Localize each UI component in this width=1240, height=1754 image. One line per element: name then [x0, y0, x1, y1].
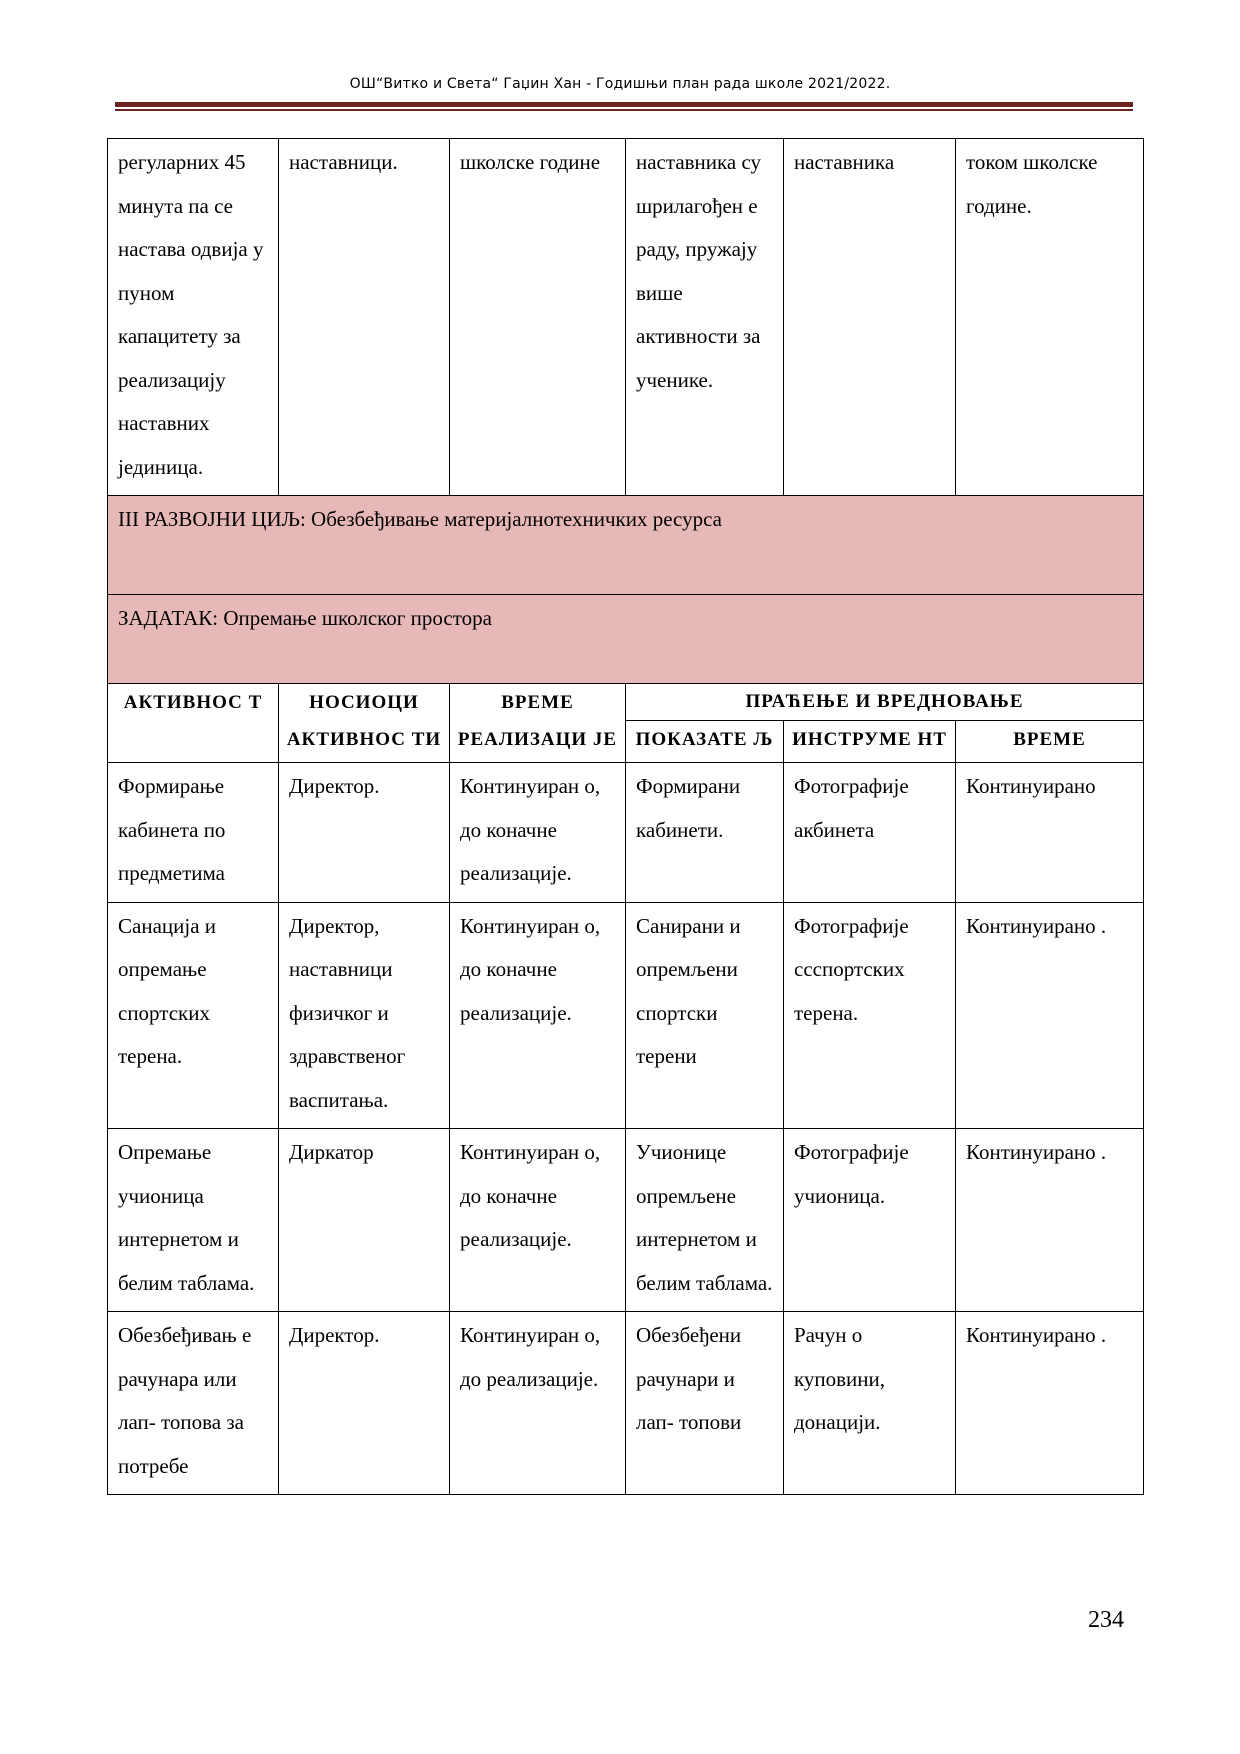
cell-activity: Опремање учионица интернетом и белим таблама. [108, 1129, 279, 1312]
cell-time: Континуиран о, до коначне реализације. [450, 1129, 626, 1312]
task-heading: ЗАДАТАК: Опремање школског простора [108, 595, 1144, 684]
cell-monitor-time: Континуирано [956, 763, 1144, 903]
col-header-time: ВРЕМЕ РЕАЛИЗАЦИ ЈЕ [450, 684, 626, 763]
cell-indicator: Формирани кабинети. [626, 763, 784, 903]
col-header-activity: АКТИВНОС Т [108, 684, 279, 763]
cell-activity: Обезбеђивањ е рачунара или лап- топова за потребе [108, 1312, 279, 1495]
table-row [108, 1129, 1144, 1312]
cell-monitor-time: Континуирано . [956, 902, 1144, 1129]
table-row [108, 1312, 1144, 1495]
cell-indicator: Учионице опремљене интернетом и белим таблама. [626, 1129, 784, 1312]
cell-instrument: Рачун о куповини, донацији. [784, 1312, 956, 1495]
header-rule [115, 102, 1133, 107]
cell-instrument: Фотографије акбинета [784, 763, 956, 903]
cell-carriers: наставници. [279, 139, 450, 496]
cell-indicator: Обезбеђени рачунари и лап- топови [626, 1312, 784, 1495]
cell-time: Континуиран о, до реализације. [450, 1312, 626, 1495]
table-row [108, 763, 1144, 903]
running-header: ОШ“Витко и Света“ Гаџин Хан - Годишњи план рада школе 2021/2022. [349, 76, 891, 92]
col-header-indicator: ПОКАЗАТЕ Љ [626, 721, 784, 763]
cell-monitor-time: Континуирано . [956, 1312, 1144, 1495]
goal-row [108, 496, 1144, 595]
cell-instrument: наставника [784, 139, 956, 496]
task-row [108, 595, 1144, 684]
cell-activity: регуларних 45 минута па се настава одвија у пуном капацитету за реализацију наставних јединица. [108, 139, 279, 496]
col-header-monitor-time: ВРЕМЕ [956, 721, 1144, 763]
cell-activity: Формирање кабинета по предметима [108, 763, 279, 903]
cell-time: Континуиран о, до коначне реализације. [450, 902, 626, 1129]
cell-carriers: Директор. [279, 1312, 450, 1495]
cell-carriers: Директор. [279, 763, 450, 903]
header-rule-thin [115, 109, 1133, 111]
cell-time: школске године [450, 139, 626, 496]
cell-instrument: Фотографије учионица. [784, 1129, 956, 1312]
cell-monitor-time: током школске године. [956, 139, 1144, 496]
page-number: 234 [1088, 1607, 1124, 1633]
cell-monitor-time: Континуирано . [956, 1129, 1144, 1312]
col-header-carriers: НОСИОЦИ АКТИВНОС ТИ [279, 684, 450, 763]
cell-activity: Санација и опремање спортских терена. [108, 902, 279, 1129]
cell-carriers: Директор, наставници физичког и здравственог васпитања. [279, 902, 450, 1129]
col-header-instrument: ИНСТРУМЕ НТ [784, 721, 956, 763]
table-row [108, 902, 1144, 1129]
development-goal: III РАЗВОЈНИ ЦИЉ: Обезбеђивање материјалнотехничких ресурса [108, 496, 1144, 595]
cell-time: Континуиран о, до коначне реализације. [450, 763, 626, 903]
cell-instrument: Фотографије ссспортских терена. [784, 902, 956, 1129]
cell-carriers: Диркатор [279, 1129, 450, 1312]
cell-indicator: Санирани и опремљени спортски терени [626, 902, 784, 1129]
plan-table [107, 138, 1144, 1495]
col-header-monitoring: ПРАЋЕЊЕ И ВРЕДНОВАЊЕ [626, 684, 1144, 721]
table-row-continued [108, 139, 1144, 496]
column-header-row-1 [108, 684, 1144, 721]
cell-indicator: наставника су шрилагођен е раду, пружају више активности за ученике. [626, 139, 784, 496]
